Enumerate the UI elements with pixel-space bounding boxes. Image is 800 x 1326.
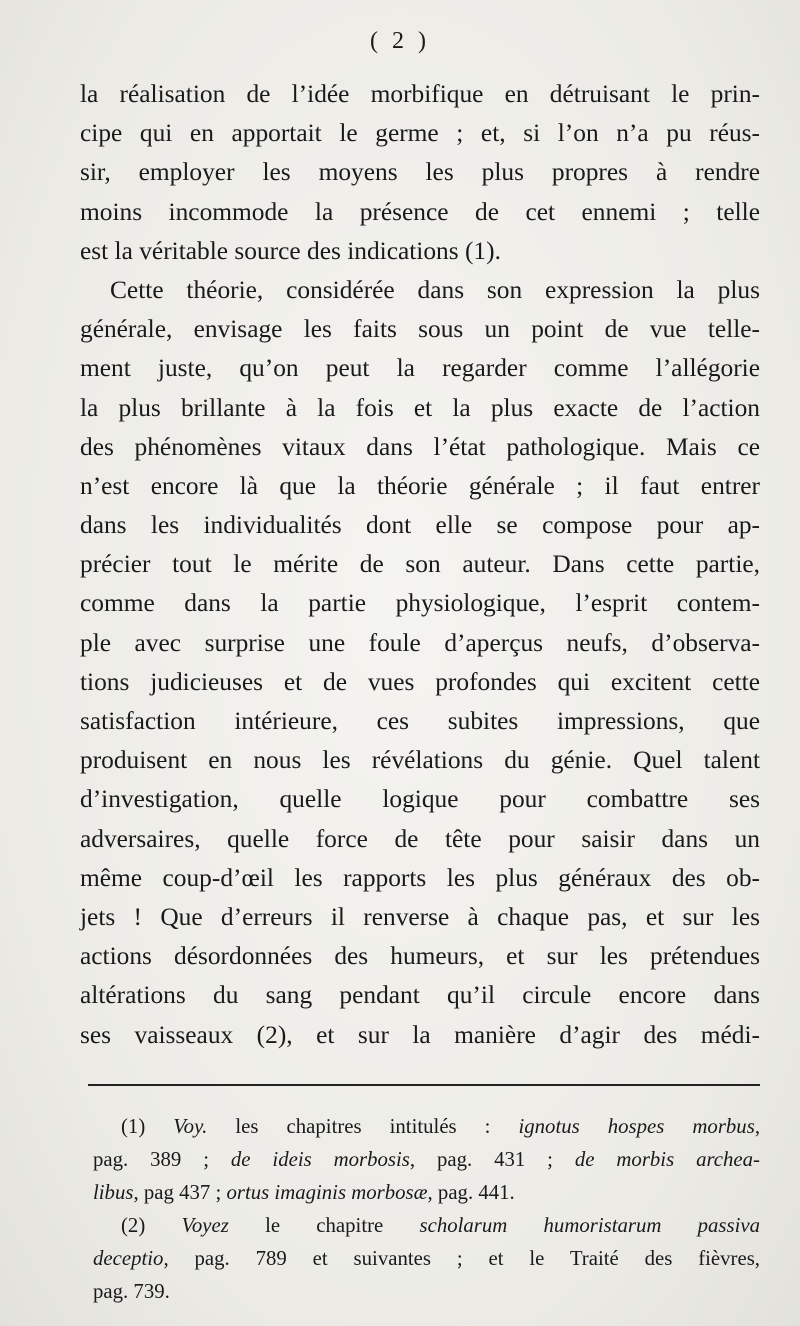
body-line: ses vaisseaux (2), et sur la manière d’agir des médi- [80,1020,760,1049]
footnote-title: de ideis morbosis [230,1148,410,1171]
body-line: satisfaction intérieure, ces subites impressions, que [80,707,760,735]
body-line: cipe qui en apportait le germe ; et, si l’on n’a pu réus- [80,119,760,148]
body-line: est la véritable source des indications (1). [80,236,501,265]
footnote-text: , pag. 431 ; [409,1148,575,1171]
body-line: actions désordonnées des humeurs, et sur les prétendues [80,942,760,971]
footnote-title: ignotus hospes morbus [518,1115,755,1138]
footnote-title: de morbis archea- [574,1148,760,1171]
body-line: générale, envisage les faits sous un point de vue telle- [80,315,760,344]
footnote-1-line [93,1110,760,1143]
footnote-text: le chapitre [228,1214,420,1237]
footnote-abbrev: Voy. [173,1115,208,1138]
body-line: altérations du sang pendant qu’il circule encore dans [80,981,760,1010]
footnote-marker: (2) [121,1214,146,1237]
body-line: jets ! Que d’erreurs il renverse à chaque pas, et sur les [80,902,760,931]
body-line: tions judicieuses et de vues profondes qui excitent cette [80,667,760,696]
footnote-1-line [93,1143,760,1176]
body-line: moins incommode la présence de cet ennemi ; telle [80,197,760,226]
body-line: ment juste, qu’on peut la regarder comme l’allégorie [80,354,760,383]
footnote-text: , pag. 789 et suivantes ; et le Traité des fièvres, [163,1247,760,1270]
footnote-title: ortus imaginis morbosæ [226,1181,428,1204]
body-line: dans les individualités dont elle se compose pour ap- [80,511,760,540]
body-line: des phénomènes vitaux dans l’état pathologique. Mais ce [80,432,760,461]
footnote-2-line: pag. 739. [93,1280,170,1303]
footnote-2-line [93,1209,760,1242]
footnote-text: pag. 389 ; [93,1148,231,1171]
body-line: précier tout le mérite de son auteur. Dans cette partie, [80,550,760,579]
footnote-1-line [93,1176,760,1209]
paragraph-start-line: Cette théorie, considérée dans son expression la plus [110,275,760,304]
body-line: adversaires, quelle force de tête pour saisir dans un [80,824,760,853]
body-line: d’investigation, quelle logique pour combattre ses [80,785,760,814]
footnote-title: deceptio [93,1247,164,1270]
body-line: ple avec surprise une foule d’aperçus neufs, d’observa- [80,628,760,657]
body-line: comme dans la partie physiologique, l’esprit contem- [80,589,760,618]
body-line: n’est encore là que la théorie générale ; il faut entrer [80,471,760,500]
footnotes [93,1110,760,1308]
body-text [80,75,760,1055]
body-line: la plus brillante à la fois et la plus exacte de l’action [80,393,760,422]
footnote-text: les chapitres intitulés : [207,1115,519,1138]
footnote-text: , pag. 441. [427,1181,515,1204]
footnote-marker: (1) [121,1115,146,1138]
footnote-title: scholarum humoristarum passiva [419,1214,761,1237]
page-number: ( 2 ) [370,28,430,54]
body-line: produisent en nous les révélations du génie. Quel talent [80,746,760,775]
footnote-text: , [754,1115,761,1138]
footnote-abbrev: Voyez [181,1214,229,1237]
body-line: même coup-d’œil les rapports les plus généraux des ob- [80,863,760,892]
footnote-divider [88,1084,760,1086]
footnote-text: , pag 437 ; [133,1181,227,1204]
footnote-title: libus [93,1181,134,1204]
footnote-2-line [93,1242,760,1275]
body-line: sir, employer les moyens les plus propres à rendre [80,158,760,187]
body-line: la réalisation de l’idée morbifique en détruisant le prin- [80,80,760,108]
